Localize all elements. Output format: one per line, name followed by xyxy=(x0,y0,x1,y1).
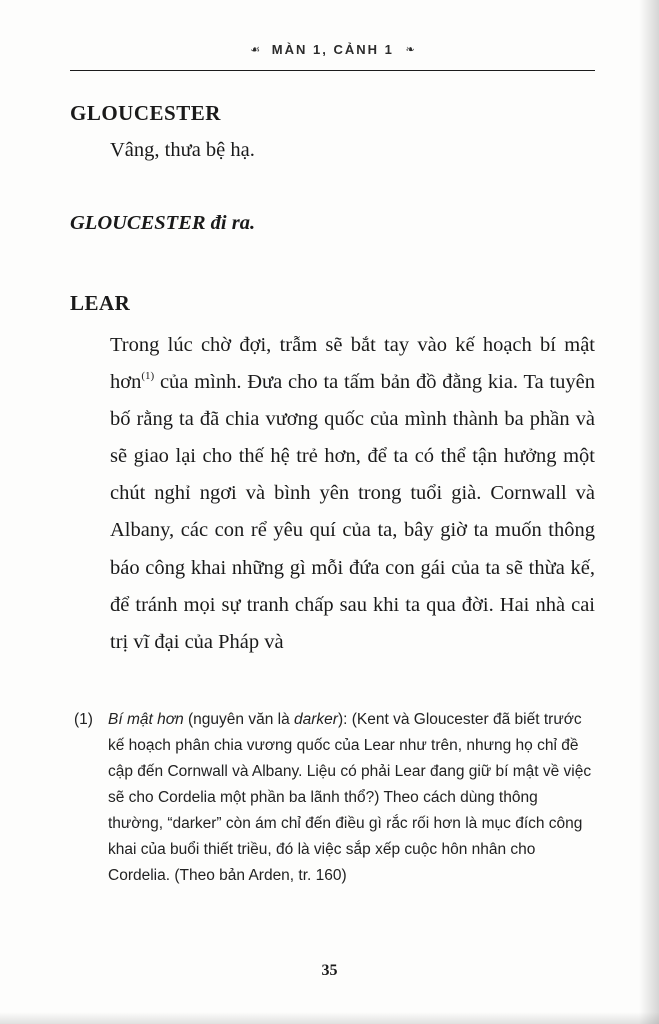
speaker-name-lear: LEAR xyxy=(70,291,131,315)
stage-direction: GLOUCESTER đi ra. xyxy=(70,212,256,234)
running-head-title: MÀN 1, CẢNH 1 xyxy=(271,42,394,57)
lear-speech xyxy=(110,327,595,661)
footnote-marker: (1) xyxy=(74,710,93,728)
footnote-rest: ): (Kent và Gloucester đã biết trước kế hoạch phân chia vương quốc của Lear như trên, nhưng họ chỉ đề cập đến Cornwall và Albany. Liệu có phải Lear đang giữ bí mật về việc sẽ cho Cordelia một phần ba lãnh thổ?) Theo cách dùng thông thường, “darker” còn ám chỉ đến điều gì rắc rối hơn là mục đích công khai của buổi thiết triều, đó là việc sắp xếp cuộc hôn nhân cho Cordelia. (Theo bản Arden, tr. 160) xyxy=(108,710,592,885)
lear-speech-part1: Trong lúc chờ đợi, trẫm sẽ bắt tay vào kế hoạch bí mật hơn xyxy=(110,334,595,394)
footnote-pre-italic: (nguyên văn là xyxy=(183,710,295,728)
footnote xyxy=(74,707,595,889)
footnote-italic-word: darker xyxy=(294,710,338,728)
running-head xyxy=(70,42,595,57)
floral-ornament-right-icon: ❧ xyxy=(405,43,415,56)
page-number: 35 xyxy=(321,962,338,979)
header-rule xyxy=(70,70,595,71)
footnote-term: Bí mật hơn xyxy=(108,710,184,728)
lear-speech-part2: của mình. Đưa cho ta tấm bản đồ đằng kia. Ta tuyên bố rằng ta đã chia vương quốc của mình thành ba phần và sẽ giao lại cho thế hệ trẻ hơn, để ta có thể tận hưởng một chút nghỉ ngơi và bình yên trong tuổi già. Cornwall và Albany, các con rể yêu quí của ta, bây giờ ta muốn thông báo công khai những gì mỗi đứa con gái của ta sẽ thừa kế, để tránh mọi sự tranh chấp sau khi ta qua đời. Hai nhà cai trị vĩ đại của Pháp và xyxy=(110,371,595,653)
speaker-name-gloucester: GLOUCESTER xyxy=(70,101,221,125)
scan-shadow-right xyxy=(639,0,659,1024)
gloucester-dialogue-line: Vâng, thưa bệ hạ. xyxy=(110,139,255,161)
footnote-reference-marker: (1) xyxy=(141,370,155,383)
scan-shadow-bottom xyxy=(0,1012,659,1024)
floral-ornament-left-icon: ☙ xyxy=(250,43,261,56)
